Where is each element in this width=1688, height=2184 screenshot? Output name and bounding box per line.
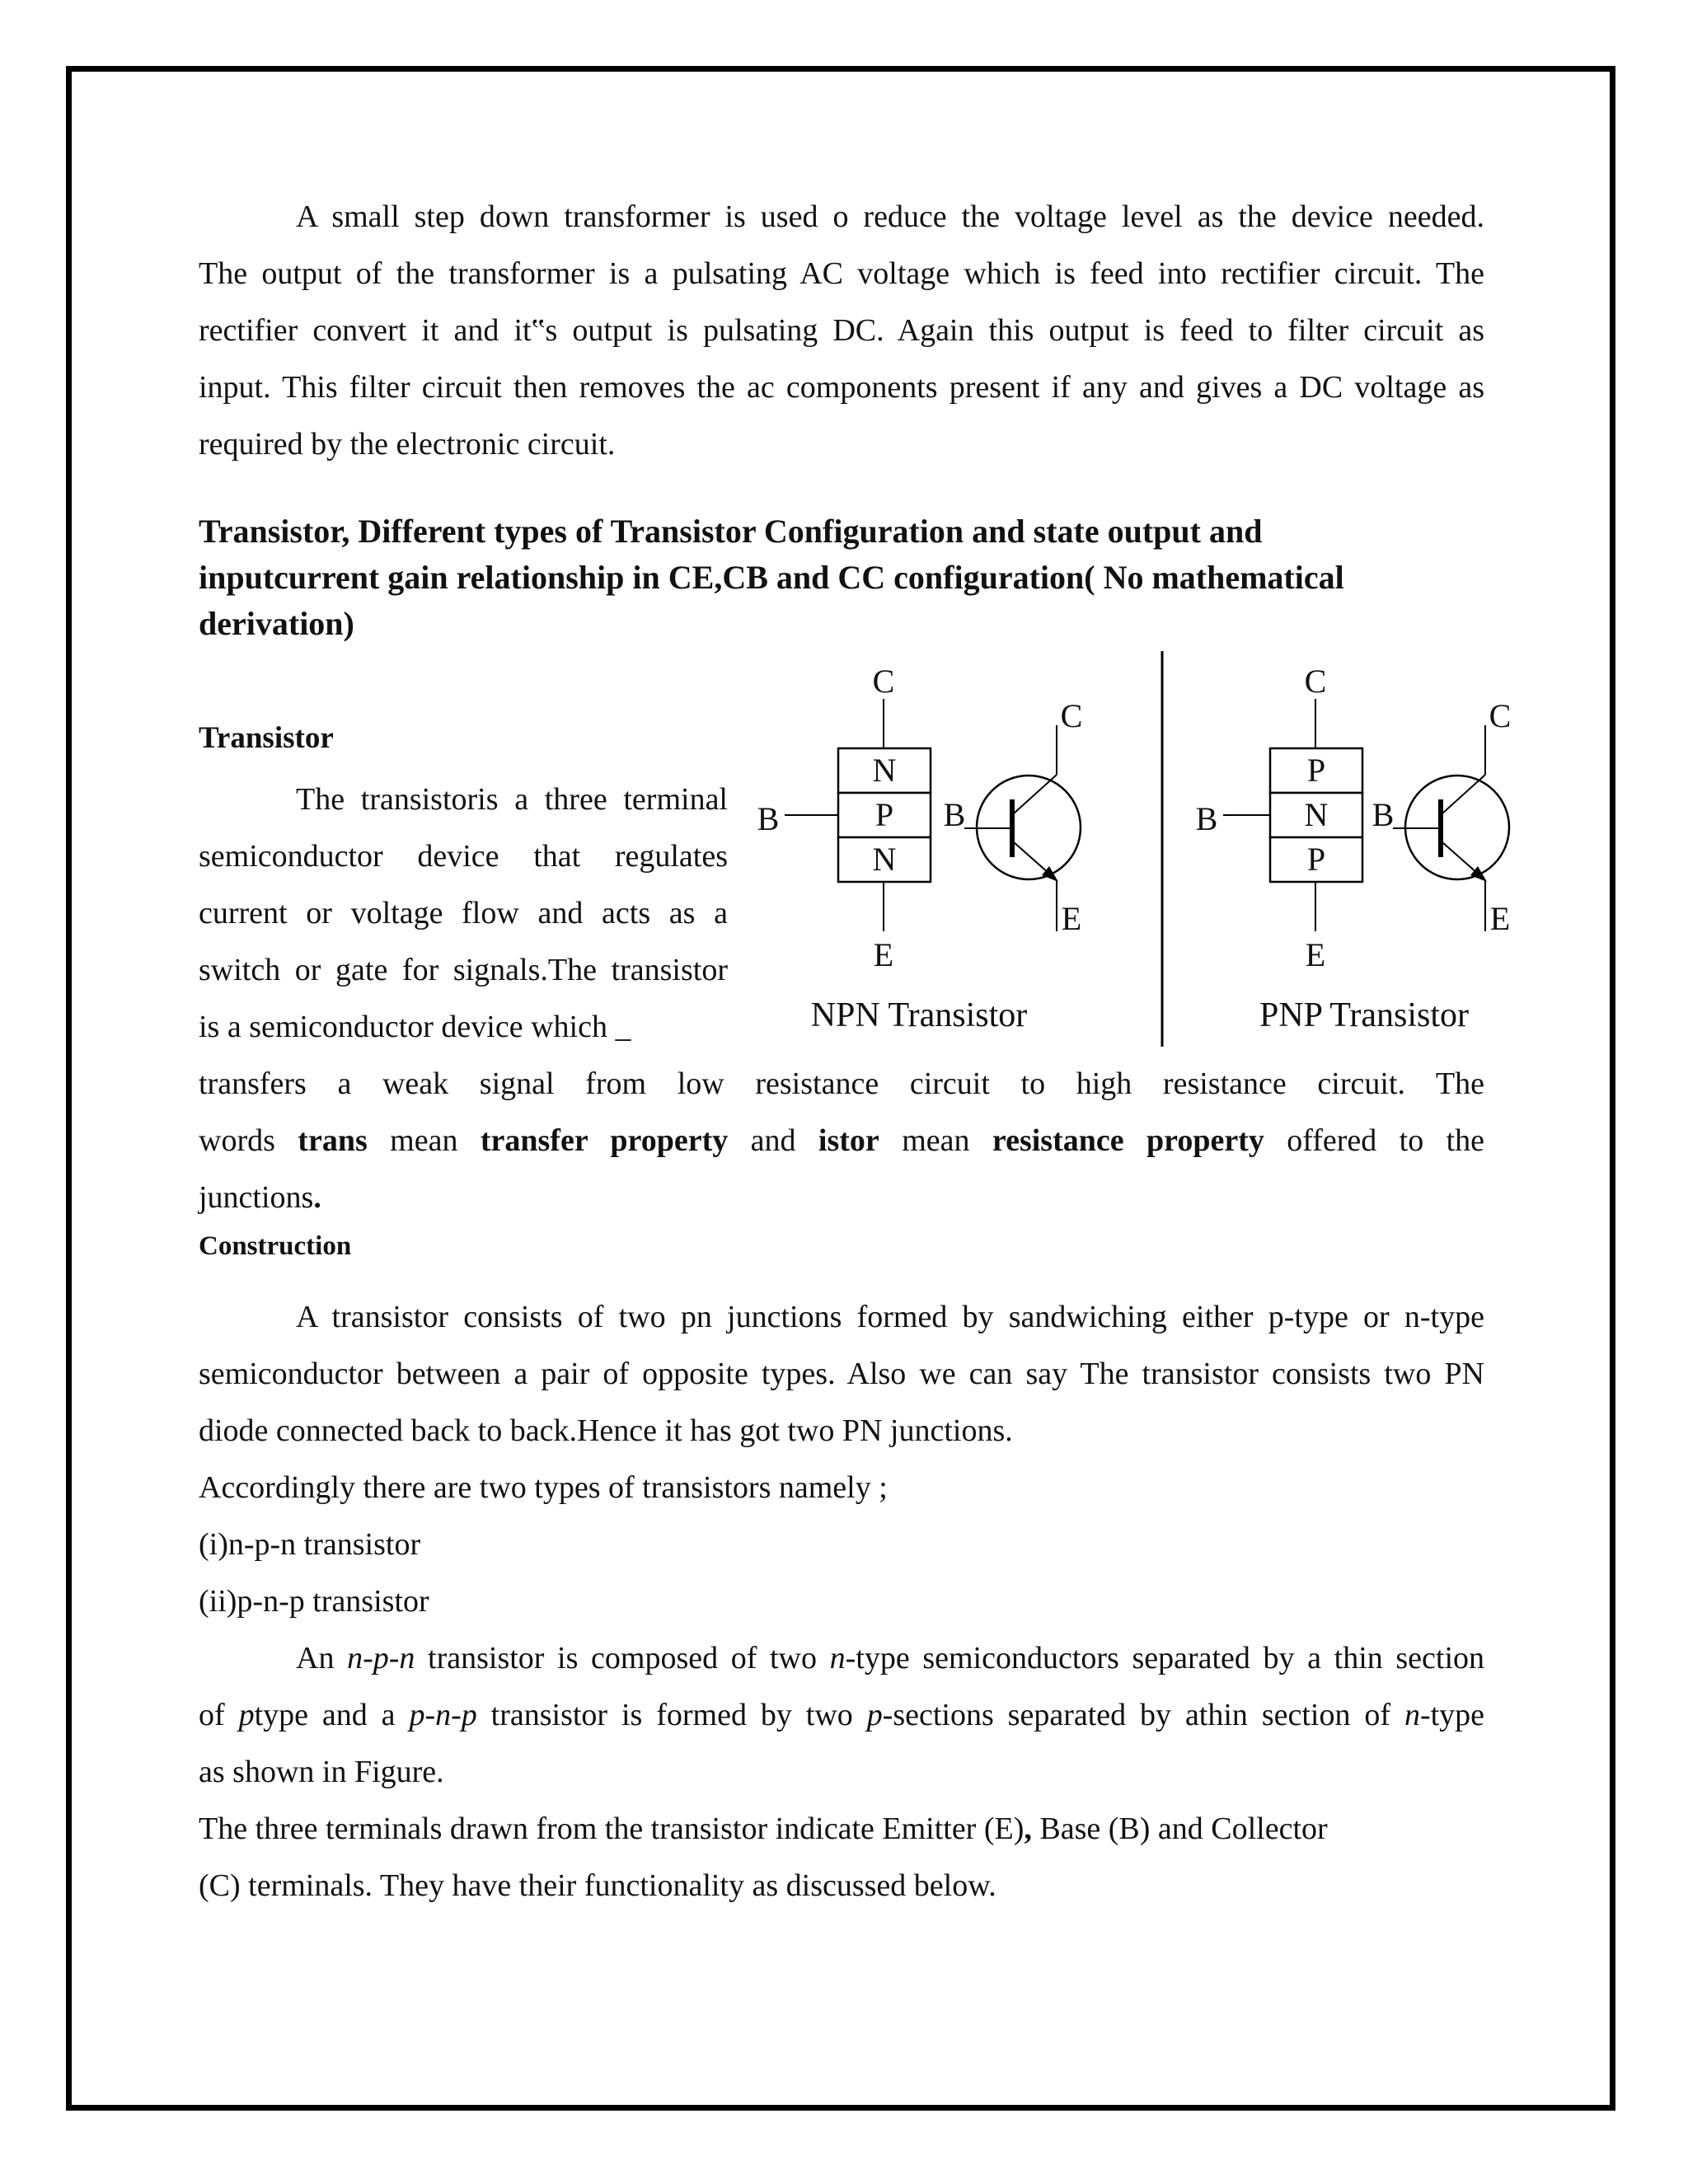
npn-symbol: [944, 697, 1083, 937]
npn-block-diagram: [757, 663, 931, 973]
intro-line-5: required by the electronic circuit.: [199, 427, 616, 462]
intro-line-4: input. This filter circuit then removes the ac components present if any and gives a DC voltage as: [199, 370, 1484, 405]
construction-line-4: Accordingly there are two types of transistors namely ;: [199, 1470, 888, 1505]
intro-line-3: rectifier convert it and it‟s output is pulsating DC. Again this output is feed to filter circuit as: [199, 313, 1484, 348]
intro-line-1: A small step down transformer is used o reduce the voltage level as the device needed.: [296, 199, 1484, 234]
transistor-line-3: current or voltage flow and acts as a: [199, 896, 728, 930]
pnp-block-label-c: C: [1304, 663, 1327, 700]
pnp-block-label-e: E: [1305, 936, 1326, 973]
stray-mark: _: [615, 1010, 631, 1044]
pnp-block-label-b: B: [1195, 800, 1218, 837]
section-heading-line-3: derivation): [199, 605, 354, 642]
construction-p2-line-2: of ptype and a p-n-p transistor is formed by two p-sections separated by athin section of n-type: [199, 1698, 1485, 1732]
construction-p2-line-3: as shown in Figure.: [199, 1755, 444, 1789]
pnp-caption: PNP Transistor: [1259, 996, 1470, 1034]
construction-line-1: A transistor consists of two pn junctions formed by sandwiching either p-type or n-type: [296, 1300, 1484, 1334]
pnp-symbol-label-c: C: [1489, 697, 1512, 734]
npn-layer-1: N: [872, 752, 897, 789]
npn-block-label-e: E: [873, 936, 894, 973]
pnp-layer-2: N: [1304, 796, 1329, 833]
construction-p3-line-2: (C) terminals. They have their functionality as discussed below.: [199, 1868, 996, 1903]
transistor-line-2: semiconductor device that regulates: [199, 839, 728, 874]
pnp-symbol-label-e: E: [1489, 900, 1511, 937]
pnp-symbol: [1372, 697, 1512, 937]
npn-caption: NPN Transistor: [810, 996, 1028, 1034]
transistor-line-5: is a semiconductor device which _: [199, 1010, 631, 1044]
section-heading-line-1: Transistor, Different types of Transistor Configuration and state output and: [199, 513, 1263, 550]
pnp-block-diagram: [1196, 663, 1362, 973]
construction-item-1: (i)n-p-n transistor: [199, 1527, 421, 1562]
npn-layer-3: N: [872, 841, 897, 878]
npn-symbol-label-e: E: [1061, 900, 1082, 937]
npn-block-label-c: C: [872, 663, 895, 700]
transistor-line-1: The transistoris a three terminal: [296, 782, 728, 817]
npn-symbol-label-b: B: [943, 796, 966, 833]
npn-block-label-b: B: [757, 800, 780, 837]
npn-symbol-label-c: C: [1060, 697, 1083, 734]
intro-line-2: The output of the transformer is a pulsating AC voltage which is feed into rectifier circuit. The: [199, 256, 1484, 291]
transistor-diagram: [742, 651, 1517, 1055]
transistor-heading: Transistor: [199, 721, 334, 755]
transistor-line-7: words trans mean transfer property and istor mean resistance property offered to the: [199, 1123, 1485, 1158]
npn-layer-2: P: [874, 796, 894, 833]
construction-item-2: (ii)p-n-p transistor: [199, 1584, 429, 1619]
transistor-line-6: transfers a weak signal from low resistance circuit to high resistance circuit. The: [199, 1066, 1484, 1101]
transistor-line-8: junctions.: [199, 1180, 321, 1215]
transistor-line-4: switch or gate for signals.The transistor: [199, 953, 728, 987]
construction-line-2: semiconductor between a pair of opposite types. Also we can say The transistor consists two PN: [199, 1357, 1484, 1391]
pnp-symbol-label-b: B: [1372, 796, 1395, 833]
construction-line-3: diode connected back to back.Hence it has got two PN junctions.: [199, 1413, 1013, 1448]
construction-p3-line-1: The three terminals drawn from the transistor indicate Emitter (E), Base (B) and Collector: [199, 1811, 1328, 1846]
pnp-layer-3: P: [1306, 841, 1326, 878]
construction-p2-line-1: An n-p-n transistor is composed of two n-type semiconductors separated by a thin section: [296, 1641, 1485, 1675]
section-heading-line-2: inputcurrent gain relationship in CE,CB and CC configuration( No mathematical: [199, 559, 1344, 596]
pnp-layer-1: P: [1306, 752, 1326, 789]
construction-heading: Construction: [199, 1231, 352, 1261]
